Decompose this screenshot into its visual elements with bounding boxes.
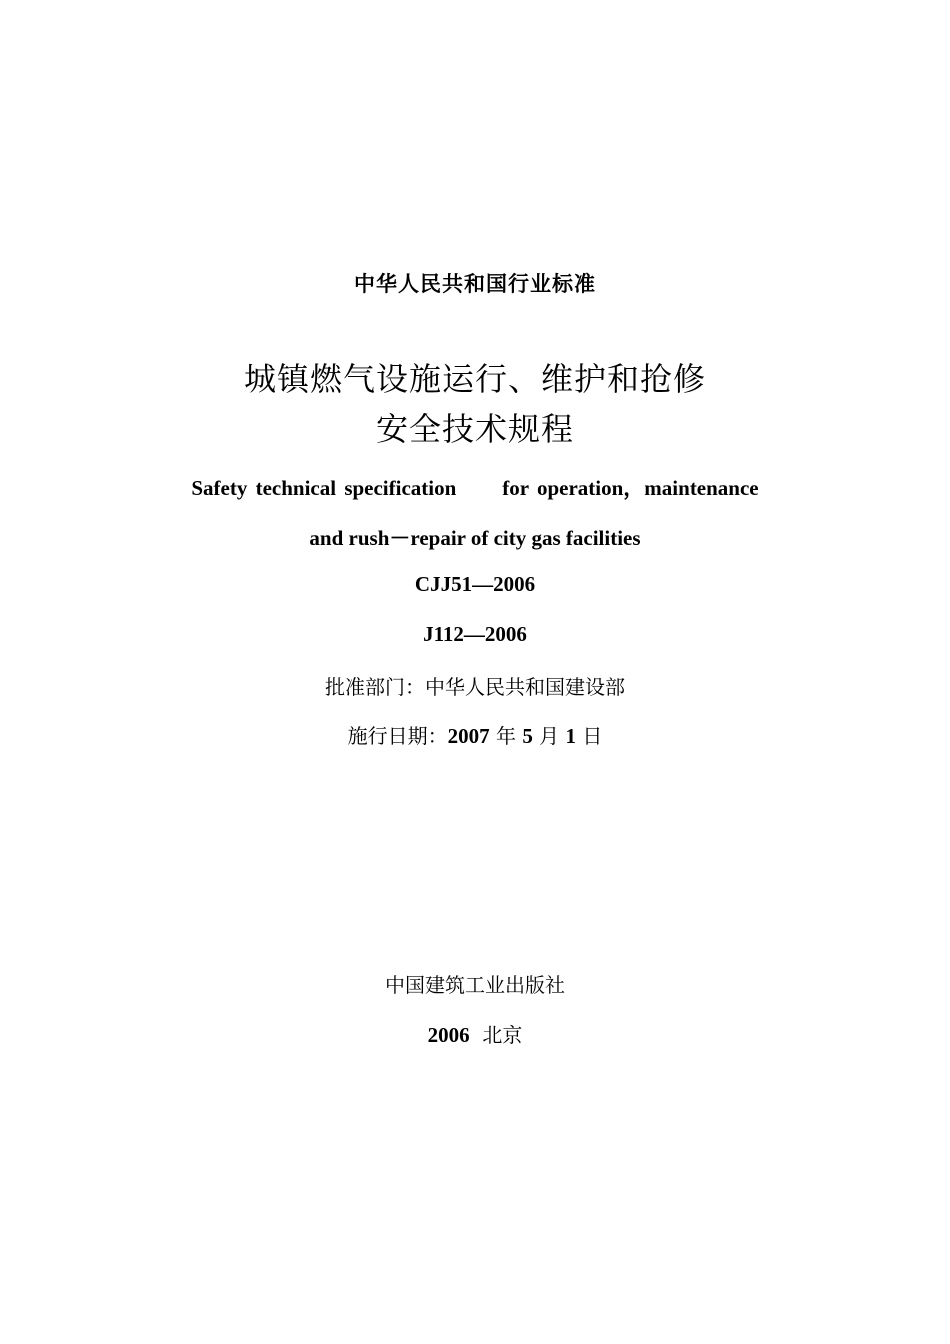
effective-date-year: 2007: [447, 724, 490, 748]
publication-year-city: [0, 1019, 950, 1048]
publication-city: 北京: [469, 1023, 523, 1047]
title-chinese-line-2: 安全技术规程: [375, 410, 574, 448]
filing-code: J112—2006: [423, 622, 527, 646]
title-chinese-line-1: 城镇燃气设施运行、维护和抢修: [243, 360, 706, 398]
title-english-line-1: [0, 472, 950, 502]
effective-date-year-unit: 年: [489, 724, 523, 748]
effective-date-label: 施行日期：: [347, 724, 448, 748]
effective-date-day: 1: [565, 724, 577, 748]
effective-date-month-unit: 月: [532, 724, 566, 748]
effective-date: [0, 720, 950, 749]
effective-date-month: 5: [522, 724, 533, 748]
publisher-name: 中国建筑工业出版社: [385, 973, 565, 997]
industry-standard-heading: 中华人民共和国行业标准: [354, 272, 596, 296]
publication-year: 2006: [427, 1023, 470, 1047]
effective-date-day-unit: 日: [576, 724, 603, 748]
title-english-line-1-part-2: for operation，maintenance: [502, 476, 759, 500]
standard-code: CJJ51—2006: [414, 572, 536, 596]
title-english-line-1-part-1: Safety technical specification: [191, 476, 457, 500]
approval-department: 批准部门：中华人民共和国建设部: [325, 675, 625, 699]
title-english-line-2: and rush－repair of city gas facilities: [309, 526, 641, 550]
